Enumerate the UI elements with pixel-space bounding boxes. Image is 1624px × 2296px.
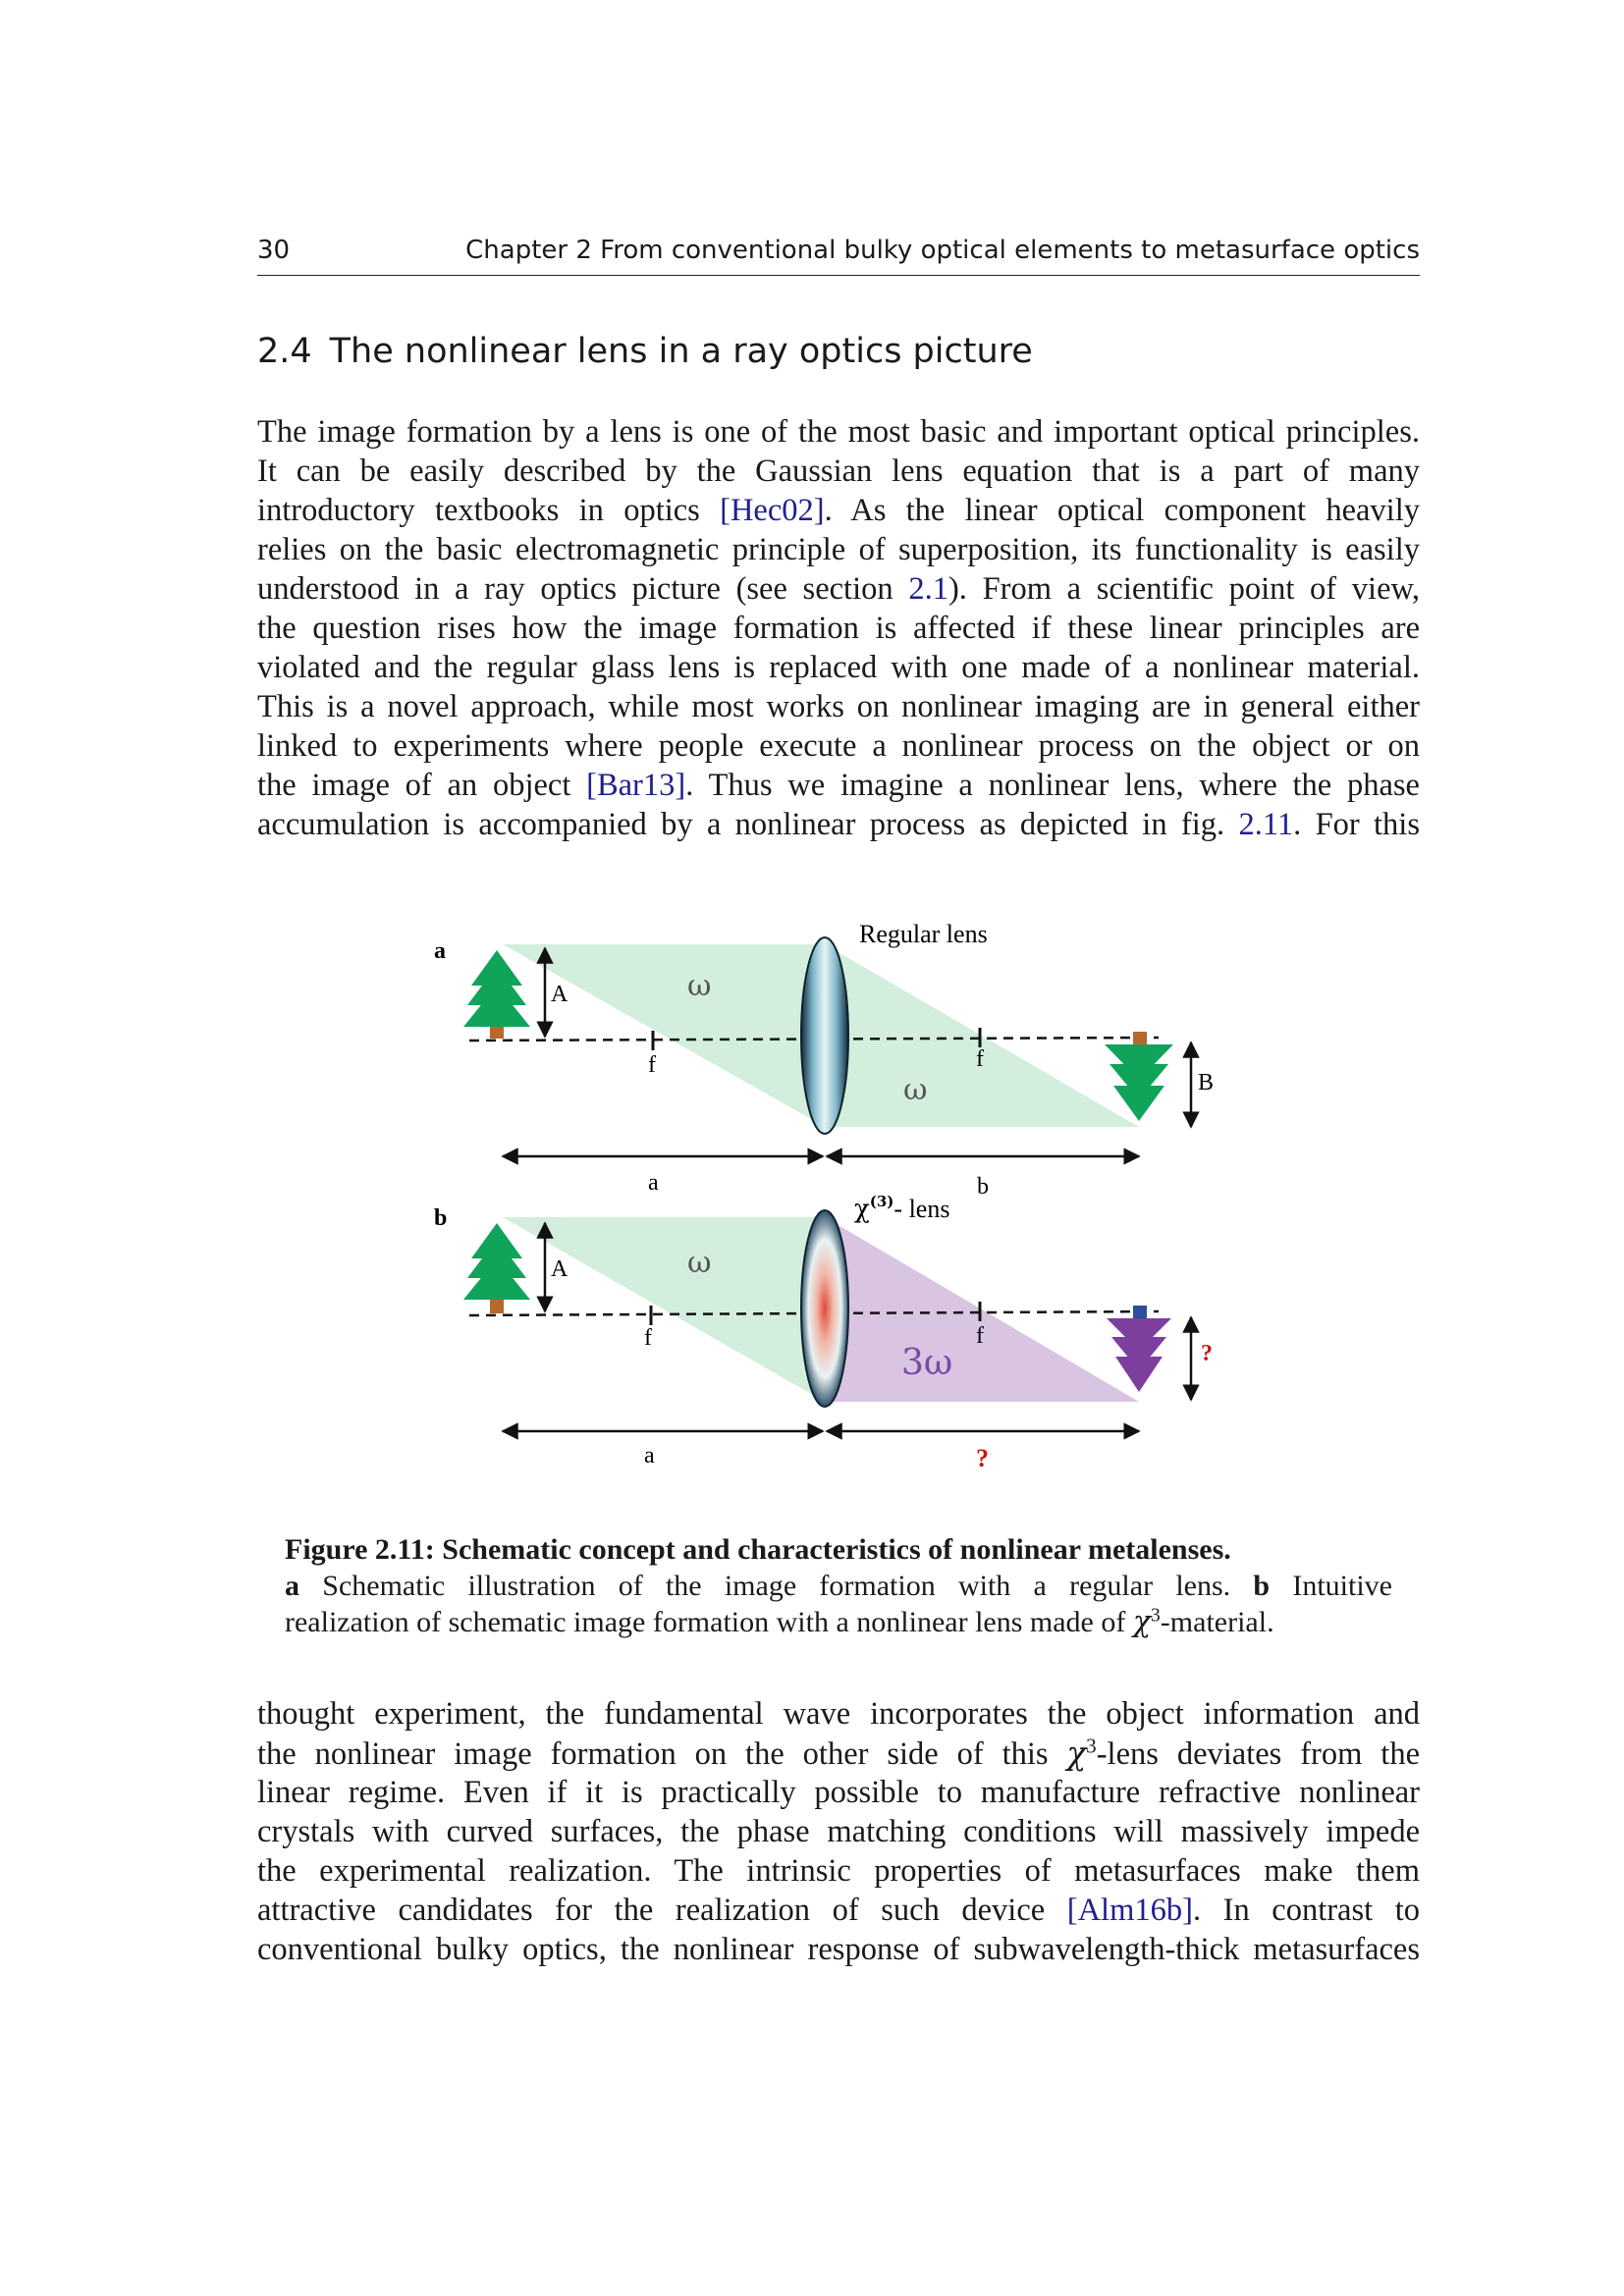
panel-b (434, 1193, 1213, 1472)
panel-a (434, 920, 1214, 1200)
object-distance-label: a (644, 1443, 655, 1468)
text-line: It can be easily described by the Gaussian lens equation that is a part of many (257, 454, 1420, 489)
figure-diagram (412, 903, 1257, 1472)
citation-link[interactable]: [Alm16b] (1066, 1893, 1193, 1928)
text-line: attractive candidates for the realization of such device [Alm16b]. In contrast to (257, 1893, 1421, 1928)
frequency-in: ω (687, 969, 712, 1003)
incoming-beam (503, 944, 825, 1127)
section-title: The nonlinear lens in a ray optics picture (329, 332, 1033, 371)
caption-title-line (285, 1531, 1392, 1568)
nonlinear-lens-label: $\chi^{(3)}-$ lens (854, 1193, 950, 1224)
text-line: crystals with curved surfaces, the phase matching conditions will massively impede (257, 1814, 1420, 1849)
object-height-label: A (551, 982, 568, 1007)
paragraph-continued (257, 1694, 1420, 1969)
panel-a-label: a (434, 938, 446, 964)
regular-lens (801, 937, 848, 1134)
text-line: accumulation is accompanied by a nonlinear process as depicted in fig. 2.11. For this (257, 807, 1420, 842)
regular-lens-label: Regular lens (859, 920, 988, 948)
focal-label-left: f (648, 1052, 656, 1078)
text-line: This is a novel approach, while most works on nonlinear imaging are in general either (257, 689, 1420, 724)
object-height-label: A (551, 1256, 568, 1282)
figure-2-11 (412, 903, 1257, 1472)
text-line: understood in a ray optics picture (see section 2.1). From a scientific point of view, (257, 571, 1420, 607)
unknown-image-distance: ? (976, 1444, 989, 1472)
text-line: linear regime. Even if it is practically possible to manufacture refractive nonlinear (257, 1775, 1420, 1810)
focal-label-left: f (644, 1325, 652, 1351)
text-line: the nonlinear image formation on the other side of this $\chi^3$-lens deviates from the (257, 1734, 1420, 1772)
frequency-out-third-harmonic: 3ω (901, 1343, 953, 1383)
figure-ref-link[interactable]: 2.11 (1238, 807, 1294, 842)
citation-link[interactable]: [Bar13] (586, 768, 686, 803)
section-heading (257, 332, 1033, 371)
image-height-label: B (1198, 1070, 1215, 1095)
text-line: thought experiment, the fundamental wave incorporates the object information and (257, 1696, 1420, 1732)
text-line: conventional bulky optics, the nonlinear response of subwavelength-thick metasurfaces (257, 1932, 1420, 1967)
focal-label-right: f (976, 1046, 984, 1072)
frequency-in: ω (687, 1246, 712, 1280)
incoming-beam (503, 1217, 825, 1402)
panel-b-label: b (434, 1205, 448, 1231)
caption-title: Schematic concept and characteristics of nonlinear metalenses. (434, 1533, 1231, 1566)
text-line: the image of an object [Bar13]. Thus we imagine a nonlinear lens, where the phase (257, 768, 1420, 803)
section-number: 2.4 (257, 332, 312, 371)
page-number: 30 (257, 236, 291, 265)
object-distance-label: a (648, 1170, 659, 1196)
tree-object (463, 950, 530, 1039)
tree-object (463, 1223, 530, 1313)
figure-caption (285, 1531, 1392, 1640)
paragraph-intro (257, 412, 1420, 844)
focal-label-right: f (976, 1323, 984, 1349)
text-line: violated and the regular glass lens is replaced with one made of a nonlinear material. (257, 650, 1420, 685)
nonlinear-lens (801, 1210, 848, 1407)
text-line: The image formation by a lens is one of the most basic and important optical principles. (257, 414, 1420, 450)
text-line: introductory textbooks in optics [Hec02]. As the linear optical component heavily (257, 493, 1420, 528)
running-header (257, 236, 1420, 276)
outgoing-beam (825, 944, 1139, 1127)
citation-link[interactable]: [Hec02] (720, 493, 825, 528)
tree-image-unknown (1107, 1306, 1171, 1392)
image-distance-label: b (977, 1174, 989, 1200)
tree-image (1105, 1032, 1173, 1121)
text-line: linked to experiments where people execute a nonlinear process on the object or on (257, 728, 1420, 764)
caption-line: a Schematic illustration of the image formation with a regular lens. b Intuitive (285, 1570, 1392, 1602)
frequency-out: ω (903, 1073, 928, 1107)
caption-line: realization of schematic image formation with a nonlinear lens made of $\chi^3$-material. (285, 1605, 1274, 1639)
text-line: the question rises how the image formation is affected if these linear principles are (257, 611, 1420, 646)
text-line: relies on the basic electromagnetic principle of superposition, its functionality is easily (257, 532, 1420, 567)
unknown-image-height: ? (1201, 1341, 1213, 1366)
section-ref-link[interactable]: 2.1 (908, 571, 948, 607)
nonlinear-beam (825, 1217, 1139, 1402)
text-line: the experimental realization. The intrinsic properties of metasurfaces make them (257, 1853, 1420, 1889)
running-title: Chapter 2 From conventional bulky optical elements to metasurface optics (465, 236, 1420, 265)
figure-label: Figure 2.11: (285, 1533, 435, 1566)
